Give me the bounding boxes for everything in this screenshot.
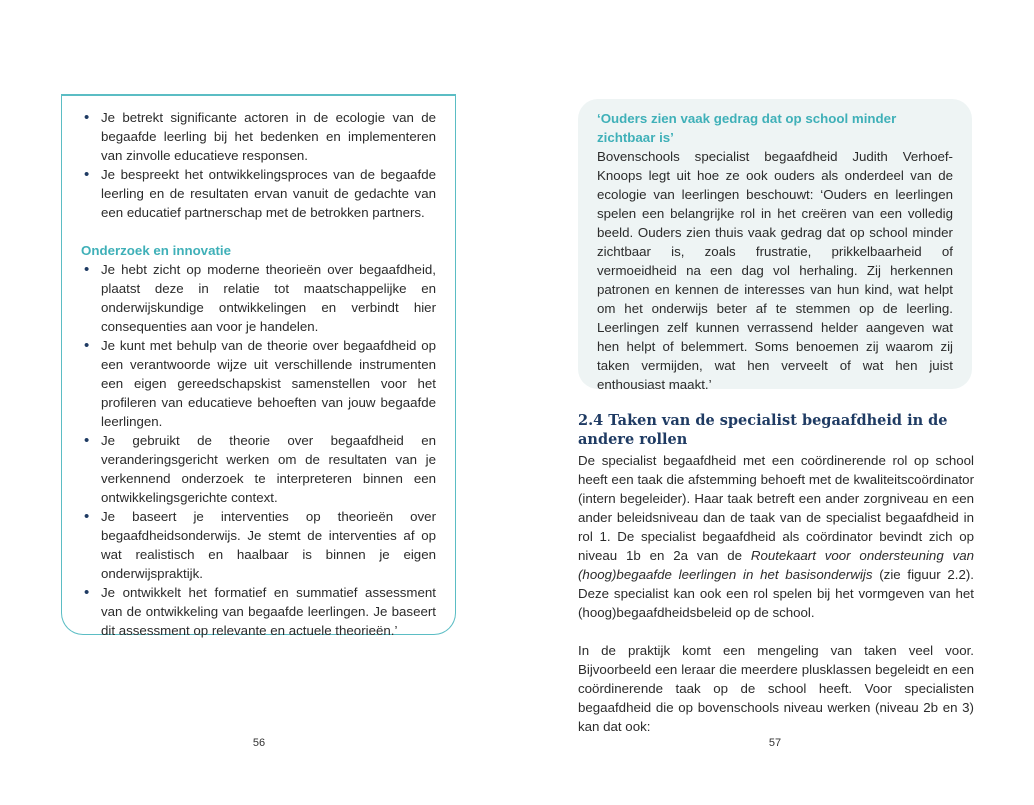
paragraph: In de praktijk komt een mengeling van taken veel voor. Bijvoorbeeld een leraar die meerdere plusklassen begeleidt en een coördinerende taak op de school heeft. Voor specialisten begaafdheid die op bovenschools niveau werken (niveau 2b en 3) kan dat ook:: [578, 643, 974, 734]
bullet-list-research: [81, 260, 436, 640]
list-item: • Je gebruikt de theorie over begaafdheid en veranderingsgericht werken om de resultaten van je verkennend onderzoek te interpreteren binnen een ontwikkelingsgerichte context.: [81, 431, 436, 507]
bullet-list-top: [81, 108, 436, 222]
page-number: 57: [768, 737, 782, 749]
quote-body: Bovenschools specialist begaafdheid Judith Verhoef-Knoops legt uit hoe ze ook ouders als onderdeel van de ecologie van leerlingen beschouwt: ‘Ouders en leerlingen spelen een belangrijke rol in het creëren van een volledig beeld. Ouders zien thuis vaak gedrag dat op school minder zichtbaar is, zoals frustratie, prikkelbaarheid of vermoeidheid na een dag vol herhaling. Zij herkennen patronen en kennen de interesses van hun kind, wat helpt om het onderwijs beter af te stemmen op de leerling. Leerlingen zelf kunnen verrassend helder aangeven wat hen helpt of belemmert. Soms benoemen zij waarom zij taken vermijden, wat hen verveelt of wat hen juist enthousiast maakt.’: [597, 149, 953, 392]
quote-title: ‘Ouders zien vaak gedrag dat op school minder zichtbaar is’: [597, 111, 897, 145]
section-body: [578, 451, 974, 736]
list-item: • Je bespreekt het ontwikkelingsproces van de begaafde leerling en de resultaten ervan vanuit de gedachte van een educatief partnerschap met de betrokken partners.: [81, 165, 436, 222]
paragraph: [578, 451, 974, 622]
list-item: • Je baseert je interventies op theorieën over begaafdheidsonderwijs. Je stemt de interventies af op wat realistisch en haalbaar is binnen je eigen onderwijspraktijk.: [81, 507, 436, 583]
paragraph-text: De specialist begaafdheid met een coördinerende rol op school heeft een taak die afstemming behoeft met de kwaliteitscoördinator (intern begeleider). Haar taak betreft een ander zorgniveau en een ander beleidsniveau dan de taak van de specialist begaafdheid in rol 1. De specialist begaafdheid als coördinator bevindt zich op niveau 1b en 2a van de: [578, 453, 974, 563]
list-item: • Je ontwikkelt het formatief en summatief assessment van de ontwikkeling van begaafde leerlingen. Je baseert dit assessment op relevante en actuele theorieën.’: [81, 583, 436, 640]
paragraph-text: (zie figuur 2.2). Deze specialist kan ook een rol spelen bij het vormgeven van het (hoog)begaafdheidsbeleid op de school.: [578, 567, 974, 620]
list-item: • Je betrekt significante actoren in de ecologie van de begaafde leerling bij het bedenken en implementeren van zinvolle educatieve responsen.: [81, 108, 436, 165]
list-item: • Je kunt met behulp van de theorie over begaafdheid op een verantwoorde wijze uit verschillende instrumenten een eigen gereedschapskist samenstellen voor het profileren van educatieve behoeften van jouw begaafde leerlingen.: [81, 336, 436, 431]
right-page: [517, 0, 1034, 805]
section-heading: 2.4 Taken van de specialist begaafdheid in de andere rollen: [578, 412, 948, 448]
page-number: 56: [252, 737, 266, 749]
subheading-research-innovation: Onderzoek en innovatie: [81, 243, 231, 258]
list-item: • Je hebt zicht op moderne theorieën over begaafdheid, plaatst deze in relatie tot maatschappelijke en onderwijskundige ontwikkelingen en verbindt hier consequenties aan voor je handelen.: [81, 260, 436, 336]
quote-box: [578, 99, 972, 392]
competencies-box: [61, 94, 456, 638]
roadmap-title: Routekaart voor ondersteuning van (hoog)begaafde leerlingen in het basisonderwijs: [578, 548, 974, 582]
